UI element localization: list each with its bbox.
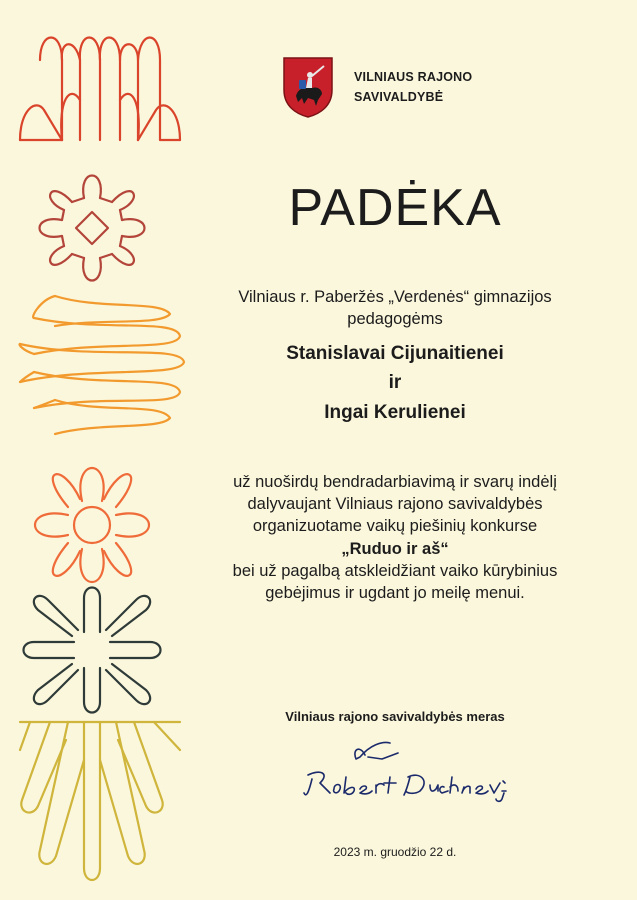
coat-of-arms-icon <box>282 56 334 118</box>
body-line-2: dalyvaujant Vilniaus rajono savivaldybės <box>247 495 543 514</box>
recipient-intro <box>190 286 600 330</box>
recipient-name-2: Ingai Kerulienei <box>324 402 466 423</box>
body-line-3: organizuotame vaikų piešinių konkurse <box>252 517 538 536</box>
municipality-name <box>354 67 472 107</box>
municipality-name-line1: VILNIAUS RAJONO <box>354 70 473 84</box>
recipient-intro-line1: Vilniaus r. Paberžės „Verdenės“ gimnazijos <box>238 288 552 306</box>
signer-title: Vilniaus rajono savivaldybės meras <box>285 709 505 724</box>
ornament-coral-flower <box>35 468 149 582</box>
ornament-dark-snowflake <box>24 588 161 713</box>
body-line-4: bei už pagalbą atskleidžiant vaiko kūrybinius <box>232 561 558 580</box>
certificate-body <box>190 471 600 604</box>
document-title: PADĖKA <box>288 179 502 237</box>
handwritten-signature <box>290 735 510 805</box>
ornament-brick-flower <box>40 176 145 281</box>
contest-name: „Ruduo ir aš“ <box>341 539 449 558</box>
body-line-1: už nuoširdų bendradarbiavimą ir svarų indėlį <box>233 473 557 491</box>
recipient-intro-line2: pedagogėms <box>347 310 443 328</box>
ornament-gold-half-flower <box>20 722 180 880</box>
folk-ornament-column <box>0 0 200 900</box>
recipient-conjunction: ir <box>388 372 402 393</box>
municipality-header <box>282 56 532 126</box>
body-line-5: gebėjimus ir ugdant jo meilę menui. <box>265 584 525 603</box>
municipality-name-line2: SAVIVALDYBĖ <box>354 90 444 104</box>
document-date: 2023 m. gruodžio 22 d. <box>333 845 457 859</box>
recipient-name-1: Stanislavai Cijunaitienei <box>286 343 504 364</box>
ornament-red-half-flower <box>20 38 180 141</box>
ornament-orange-bars <box>20 296 184 434</box>
